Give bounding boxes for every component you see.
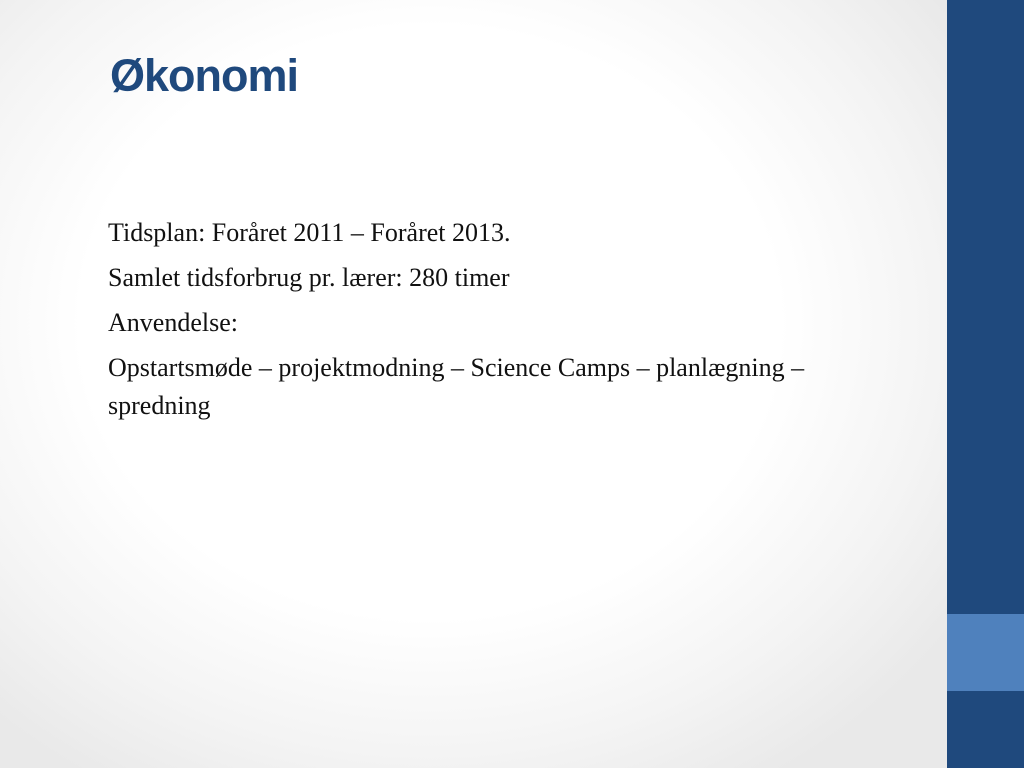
- body-line-phases: Opstartsmøde – projektmodning – Science Camps – planlægning – spredning: [108, 353, 805, 420]
- body-line-schedule: Tidsplan: Foråret 2011 – Foråret 2013.: [108, 218, 511, 247]
- body-line-time-usage: Samlet tidsforbrug pr. lærer: 280 timer: [108, 263, 510, 292]
- body-line-usage-heading: Anvendelse:: [108, 308, 238, 337]
- slide-body: [108, 214, 828, 432]
- side-accent-block: [947, 614, 1024, 691]
- slide-title: Økonomi: [110, 50, 299, 101]
- side-decoration-bar: [947, 0, 1024, 768]
